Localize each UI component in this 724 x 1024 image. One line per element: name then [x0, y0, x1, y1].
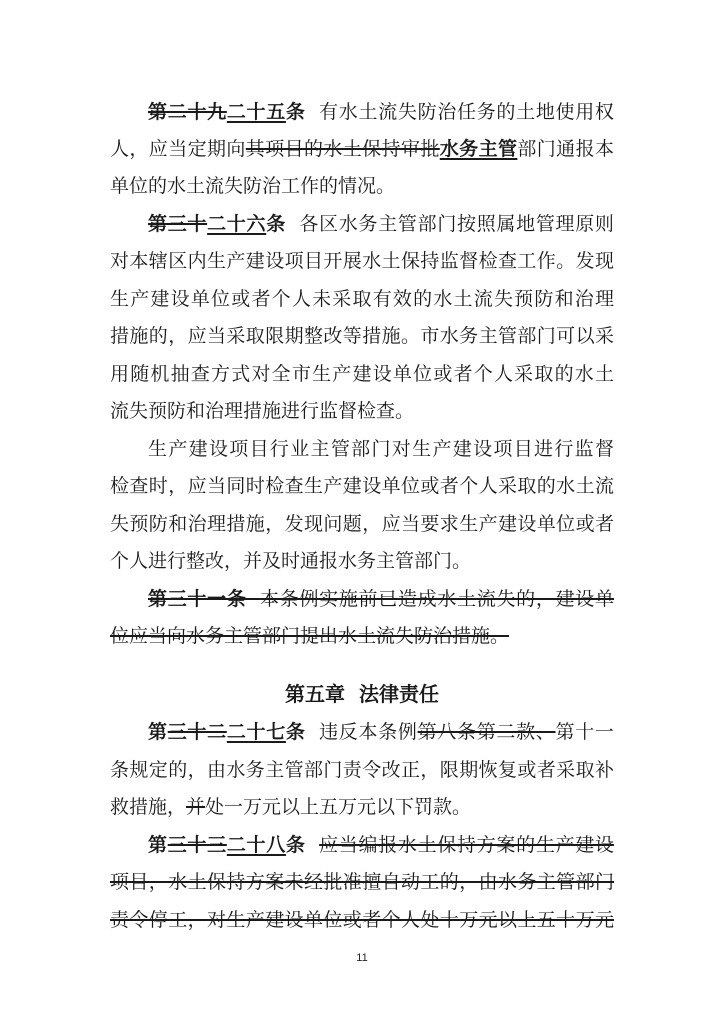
inserted-article-number: 二十五	[226, 101, 286, 123]
article-26-line-5: 用随机抽查方式对全市生产建设单位或者个人采取的水土	[110, 363, 614, 385]
article-text: 救措施，	[110, 796, 187, 818]
deleted-article-number: 三十二	[167, 721, 227, 743]
article-26-line-3: 生产建设单位或者个人未采取有效的水土流失预防和治理	[110, 288, 614, 310]
deleted-article-number: 三十三	[167, 834, 227, 856]
article-26-line-4: 措施的，应当采取限期整改等措施。市水务主管部门可以采	[110, 325, 614, 347]
deleted-text: 应当编报水土保持方案的生产建设	[319, 834, 614, 856]
article-text: 第十一	[555, 721, 614, 743]
article-28-line-1	[148, 829, 614, 861]
article-26-para2-line-2: 检查时，应当同时检查生产建设单位或者个人采取的水土流	[110, 475, 614, 497]
article-25-line-2	[110, 133, 614, 165]
article-text: 违反本条例	[319, 721, 418, 743]
inserted-article-number: 二十八	[226, 834, 286, 856]
article-suffix: 条	[285, 834, 306, 856]
article-suffix: 条	[285, 101, 306, 123]
article-26-para2-line-3: 失预防和治理措施，发现问题，应当要求生产建设单位或者	[110, 513, 614, 535]
article-26-line-2: 对本辖区内生产建设项目开展水土保持监督检查工作。发现	[110, 250, 614, 272]
article-25-line-3	[110, 170, 614, 202]
article-prefix: 第	[148, 834, 168, 856]
article-27-line-3	[110, 791, 614, 823]
article-text: 有水土流失防治任务的土地使用权	[319, 101, 614, 123]
deleted-article-number: 第二十九	[148, 101, 227, 123]
deleted-text: 第八条第二款、	[417, 721, 556, 743]
article-31-line-1	[148, 583, 614, 615]
article-26-line-6: 流失预防和治理措施进行监督检查。	[110, 400, 415, 422]
chapter-heading: 第五章 法律责任	[285, 682, 439, 706]
article-26-para2-line-4: 个人进行整改，并及时通报水务主管部门。	[110, 550, 472, 572]
deleted-article-number: 第三十一条	[148, 588, 247, 610]
deleted-text: 本条例实施前已造成水土流失的，建设单	[260, 588, 614, 610]
article-text: 人，应当定期向	[110, 138, 246, 160]
article-suffix: 条	[285, 721, 306, 743]
article-28-line-3: 责令停工，对生产建设单位或者个人处十万元以上五十万元	[110, 909, 614, 931]
article-text: 部门通报本	[517, 138, 614, 160]
article-26-para2-line-1: 生产建设项目行业主管部门对生产建设项目进行监督	[148, 438, 614, 460]
article-27-line-1	[148, 716, 614, 748]
article-suffix: 条	[266, 213, 286, 235]
article-text: 各区水务主管部门按照属地管理原则	[299, 213, 614, 235]
deleted-text: 其项目的水土保持审批	[245, 138, 440, 160]
inserted-text: 水务主管	[439, 138, 518, 160]
article-text: 处一万元以上五万元以下罚款。	[205, 796, 472, 818]
article-31-line-2: 位应当向水务主管部门提出水土流失防治措施。	[110, 625, 510, 647]
deleted-article-number: 第三十	[148, 213, 208, 235]
article-prefix: 第	[148, 721, 168, 743]
deleted-text: 并	[186, 796, 206, 818]
page-number: 11	[356, 952, 368, 964]
inserted-article-number: 二十七	[226, 721, 286, 743]
article-26-line-1	[148, 208, 614, 240]
article-25-line-1	[148, 96, 614, 128]
article-27-line-2: 条规定的，由水务主管部门责令改正，限期恢复或者采取补	[110, 759, 614, 781]
article-28-line-2: 项目，水土保持方案未经批准擅自动工的，由水务主管部门	[110, 871, 614, 893]
article-text: 单位的水土流失防治工作的情况。	[110, 175, 396, 197]
inserted-article-number: 二十六	[207, 213, 267, 235]
